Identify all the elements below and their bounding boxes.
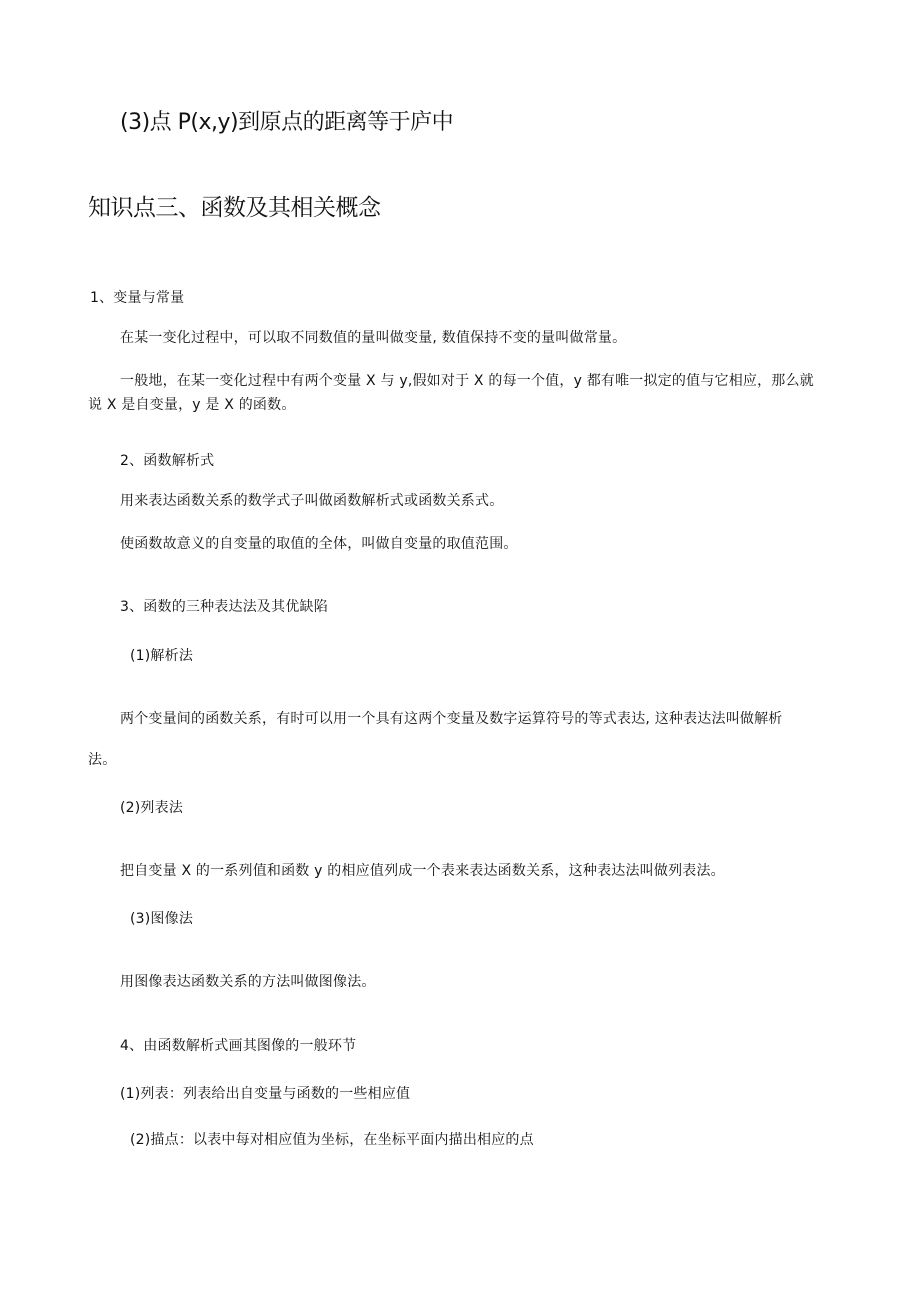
s3-method-3-text: 用图像表达函数关系的方法叫做图像法。 [120, 974, 376, 990]
s3-method-1-text-cont: 法。 [88, 752, 117, 768]
s3-method-1-text: 两个变量间的函数关系，有时可以用一个具有这两个变量及数字运算符号的等式表达, 这种表达法叫做解析 [120, 711, 783, 727]
s3-method-2-text: 把自变量 X 的一系列值和函数 y 的相应值列成一个表来表达函数关系，这种表达法叫做列表法。 [120, 863, 725, 879]
distance-formula-line: (3)点 P(x,y)到原点的距离等于庐中 [120, 110, 454, 135]
s1-heading: 1、变量与常量 [90, 290, 185, 306]
s4-step-1: (1)列表：列表给出自变量与函数的一些相应值 [120, 1086, 411, 1102]
s2-paragraph-2: 使函数故意义的自变量的取值的全体，叫做自变量的取值范围。 [120, 536, 518, 552]
section-title: 知识点三、函数及其相关概念 [88, 195, 381, 221]
s2-paragraph-1: 用来表达函数关系的数学式子叫做函数解析式或函数关系式。 [120, 493, 504, 509]
s1-paragraph-1: 在某一变化过程中，可以取不同数值的量叫做变量, 数值保持不变的量叫做常量。 [120, 330, 627, 346]
s4-step-2: (2)描点：以表中每对相应值为坐标，在坐标平面内描出相应的点 [130, 1132, 534, 1148]
s1-paragraph-2: 一般地，在某一变化过程中有两个变量 X 与 y,假如对于 X 的每一个值，y 都有唯一拟定的值与它相应，那么就说 X 是自变量，y 是 X 的函数。 [88, 373, 814, 413]
s3-method-3-title: (3)图像法 [130, 911, 194, 927]
s4-heading: 4、由函数解析式画其图像的一般环节 [120, 1038, 357, 1054]
s2-heading: 2、函数解析式 [120, 453, 215, 469]
s3-method-1-title: (1)解析法 [130, 648, 194, 664]
s3-heading: 3、函数的三种表达法及其优缺陷 [120, 599, 328, 615]
s3-method-2-title: (2)列表法 [120, 800, 184, 816]
